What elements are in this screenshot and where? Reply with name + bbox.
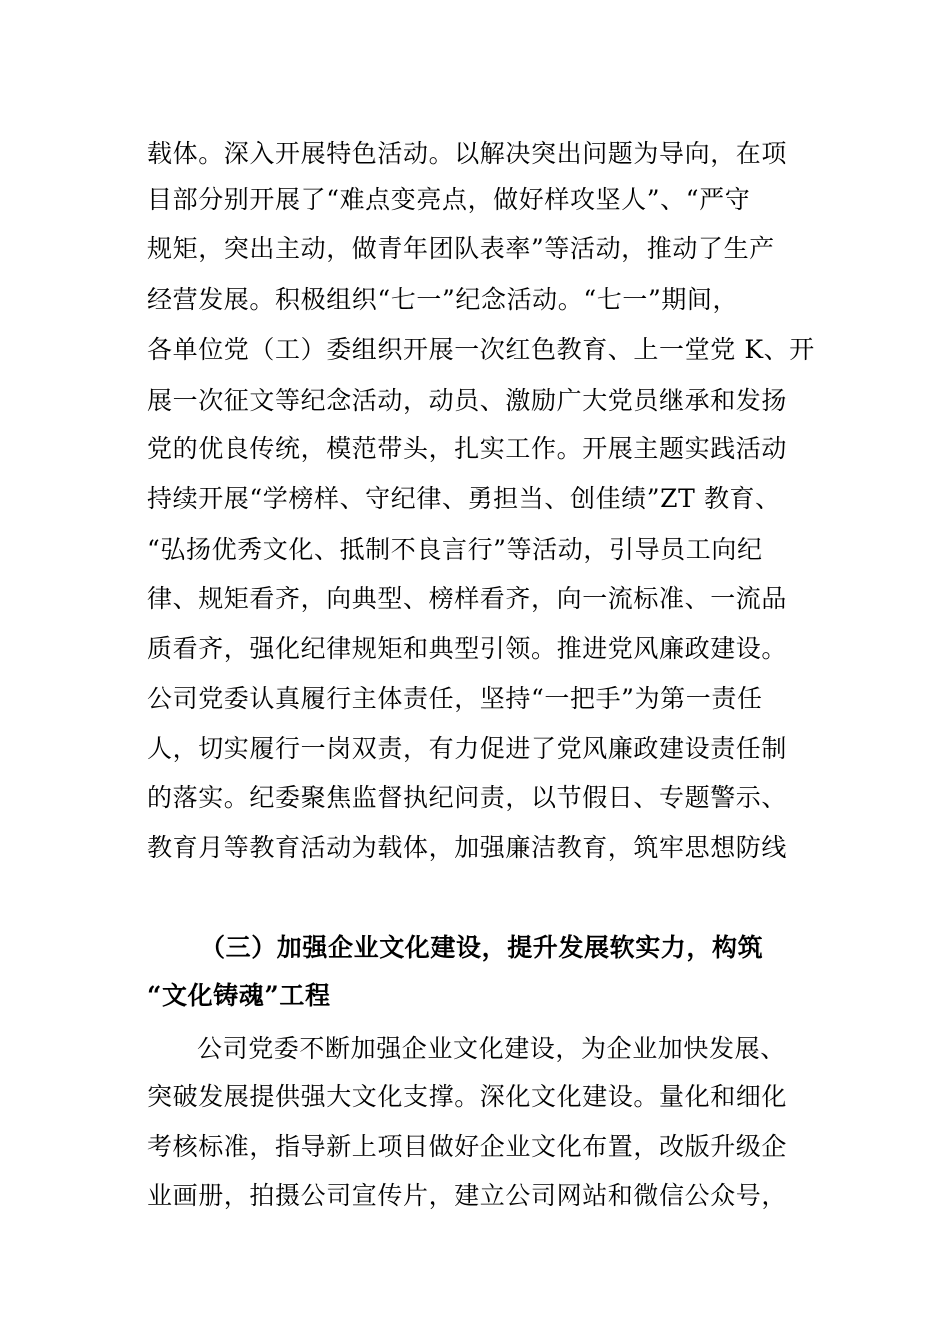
body-line: 党的优良传统，模范带头，扎实工作。开展主题实践活动 — [147, 434, 788, 463]
body-line: 公司党委认真履行主体责任，坚持“一把手”为第一责任 — [147, 684, 763, 713]
body-line: 质看齐，强化纪律规矩和典型引领。推进党风廉政建设。 — [147, 634, 788, 663]
body-line: 展一次征文等纪念活动，动员、激励广大党员继承和发扬 — [147, 386, 788, 415]
body-line: “弘扬优秀文化、抵制不良言行”等活动，引导员工向纪 — [147, 535, 763, 564]
body-line: 教育月等教育活动为载体，加强廉洁教育，筑牢思想防线 — [147, 833, 788, 862]
body-line: 律、规矩看齐，向典型、榜样看齐，向一流标准、一流品 — [147, 584, 788, 613]
section-paragraph-line: 业画册，拍摄公司宣传片，建立公司网站和微信公众号， — [147, 1181, 788, 1210]
section-paragraph-line: 考核标准，指导新上项目做好企业文化布置，改版升级企 — [147, 1132, 788, 1161]
body-line: 各单位党（工）委组织开展一次红色教育、上一堂党 K、开 — [147, 335, 815, 364]
section-heading: （三）加强企业文化建设，提升发展软实力，构筑 — [200, 933, 764, 962]
body-line: 规矩，突出主动，做青年团队表率”等活动，推动了生产 — [147, 234, 775, 263]
body-line: 目部分别开展了“难点变亮点，做好样攻坚人”、“严守 — [147, 185, 751, 214]
body-line: 载体。深入开展特色活动。以解决突出问题为导向，在项 — [147, 139, 788, 168]
body-line: 人，切实履行一岗双责，有力促进了党风廉政建设责任制 — [147, 734, 788, 763]
section-heading-continued: “文化铸魂”工程 — [147, 981, 331, 1010]
section-paragraph-line: 公司党委不断加强企业文化建设，为企业加快发展、 — [197, 1034, 786, 1063]
section-paragraph-line: 突破发展提供强大文化支撑。深化文化建设。量化和细化 — [147, 1082, 788, 1111]
body-line: 的落实。纪委聚焦监督执纪问责，以节假日、专题警示、 — [147, 783, 788, 812]
body-line: 经营发展。积极组织“七一”纪念活动。“七一”期间， — [147, 285, 739, 314]
body-line: 持续开展“学榜样、守纪律、勇担当、创佳绩”ZT 教育、 — [147, 484, 781, 513]
